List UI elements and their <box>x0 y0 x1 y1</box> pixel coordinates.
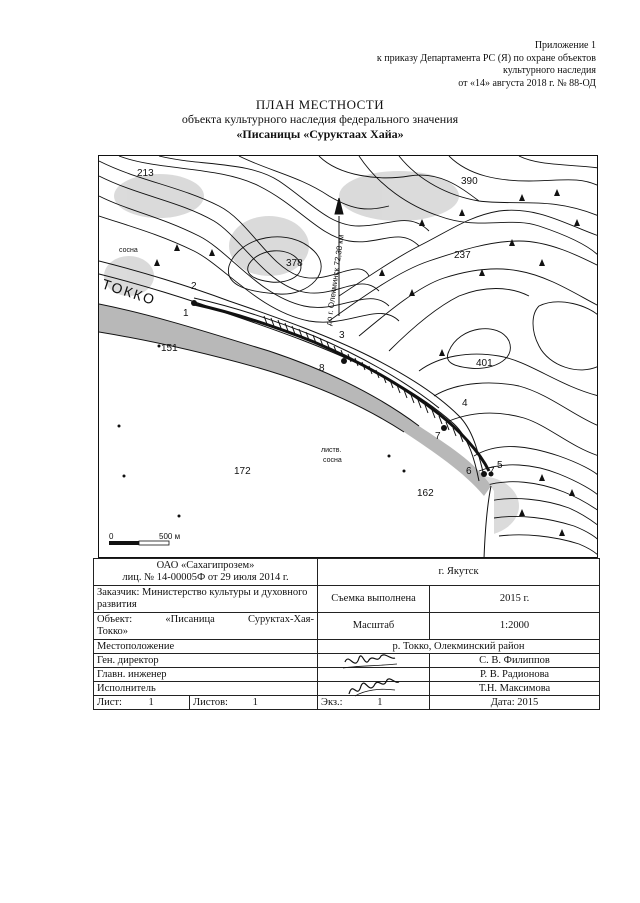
object-word: Суруктах-Хая- <box>248 614 315 625</box>
sheet-value: 1 <box>148 696 154 708</box>
object-label: Объект: <box>97 614 133 625</box>
object-cell <box>94 613 318 640</box>
document-title <box>0 97 640 142</box>
title-line-2: объекта культурного наследия федерального значения <box>181 112 459 126</box>
elevation-label: 390 <box>461 176 478 187</box>
location-value: р. Токко, Олекминский район <box>318 640 600 654</box>
elevation-label: 237 <box>454 250 471 261</box>
elevation-label: 378 <box>286 258 303 269</box>
scale-value: 1:2000 <box>430 613 600 640</box>
point-label: 1 <box>183 308 189 319</box>
copy-label: Экз.: <box>321 696 343 708</box>
scale-bar-end: 500 м <box>159 532 181 541</box>
elevation-label: 401 <box>476 358 493 369</box>
scale-label: Масштаб <box>318 613 430 640</box>
point-label: 2 <box>191 281 197 292</box>
city-cell: г. Якутск <box>318 559 600 586</box>
point-label: 7 <box>489 466 495 477</box>
vegetation-label: сосна <box>323 457 342 464</box>
role-label: Главн. инженер <box>94 668 318 682</box>
survey-year: 2015 г. <box>430 586 600 613</box>
role-name: Р. В. Радионова <box>430 668 600 682</box>
org-license: лиц. № 14-00005Ф от 29 июля 2014 г. <box>122 572 289 583</box>
elevation-label: 172 <box>234 466 251 477</box>
copy-value: 1 <box>377 696 383 708</box>
date-label: Дата: <box>490 696 515 708</box>
location-label: Местоположение <box>94 640 318 654</box>
role-label: Исполнитель <box>94 682 318 696</box>
point-label: 4 <box>462 398 468 409</box>
vegetation-label: листв. <box>321 447 342 454</box>
object-line-2: Токко» <box>97 626 129 637</box>
appendix-line: Приложение 1 <box>534 40 596 51</box>
sheet-label: Лист: <box>97 696 122 708</box>
vegetation-label: сосна <box>119 247 138 254</box>
org-cell <box>94 559 318 586</box>
elevation-label: 151 <box>161 343 178 354</box>
customer-cell: Заказчик: Министерство культуры и духовного развития <box>94 586 318 613</box>
org-name: ОАО «Сахагипрозем» <box>156 560 255 571</box>
appendix-line: культурного наследия <box>503 65 596 77</box>
sheets-value: 1 <box>252 696 258 708</box>
map-svg <box>99 156 598 558</box>
road-label: до г. Олекминск 72,38 км <box>324 234 346 327</box>
sheet-cell <box>94 696 190 710</box>
date-cell <box>430 696 600 710</box>
survey-label: Съемка выполнена <box>318 586 430 613</box>
point-label: 3 <box>339 330 345 341</box>
sheets-cell <box>190 696 318 710</box>
sheets-label: Листов: <box>193 696 228 708</box>
appendix-line: к приказу Департамента РС (Я) по охране объектов <box>376 52 596 64</box>
elevation-label: 213 <box>137 168 154 179</box>
point-label: 8 <box>319 363 325 374</box>
object-word: «Писаница <box>165 614 215 625</box>
object-line-1 <box>97 614 314 626</box>
point-label: 7 <box>435 431 441 442</box>
role-name: С. В. Филиппов <box>430 654 600 668</box>
role-label: Ген. директор <box>94 654 318 668</box>
point-label: 6 <box>466 466 472 477</box>
appendix-header <box>336 40 596 90</box>
appendix-line: от «14» августа 2018 г. № 88-ОД <box>458 77 596 89</box>
elevation-label: 162 <box>417 488 434 499</box>
signature-scribbles <box>335 650 405 702</box>
title-line-1: ПЛАН МЕСТНОСТИ <box>255 97 385 112</box>
title-line-3: «Писаницы «Суруктаах Хайа» <box>236 127 404 141</box>
point-label: 5 <box>497 460 503 471</box>
role-name: Т.Н. Максимова <box>430 682 600 696</box>
river-label: ТОККО <box>100 275 159 309</box>
date-value: 2015 <box>517 696 539 708</box>
scale-bar-start: 0 <box>109 532 114 541</box>
site-map <box>98 155 598 558</box>
